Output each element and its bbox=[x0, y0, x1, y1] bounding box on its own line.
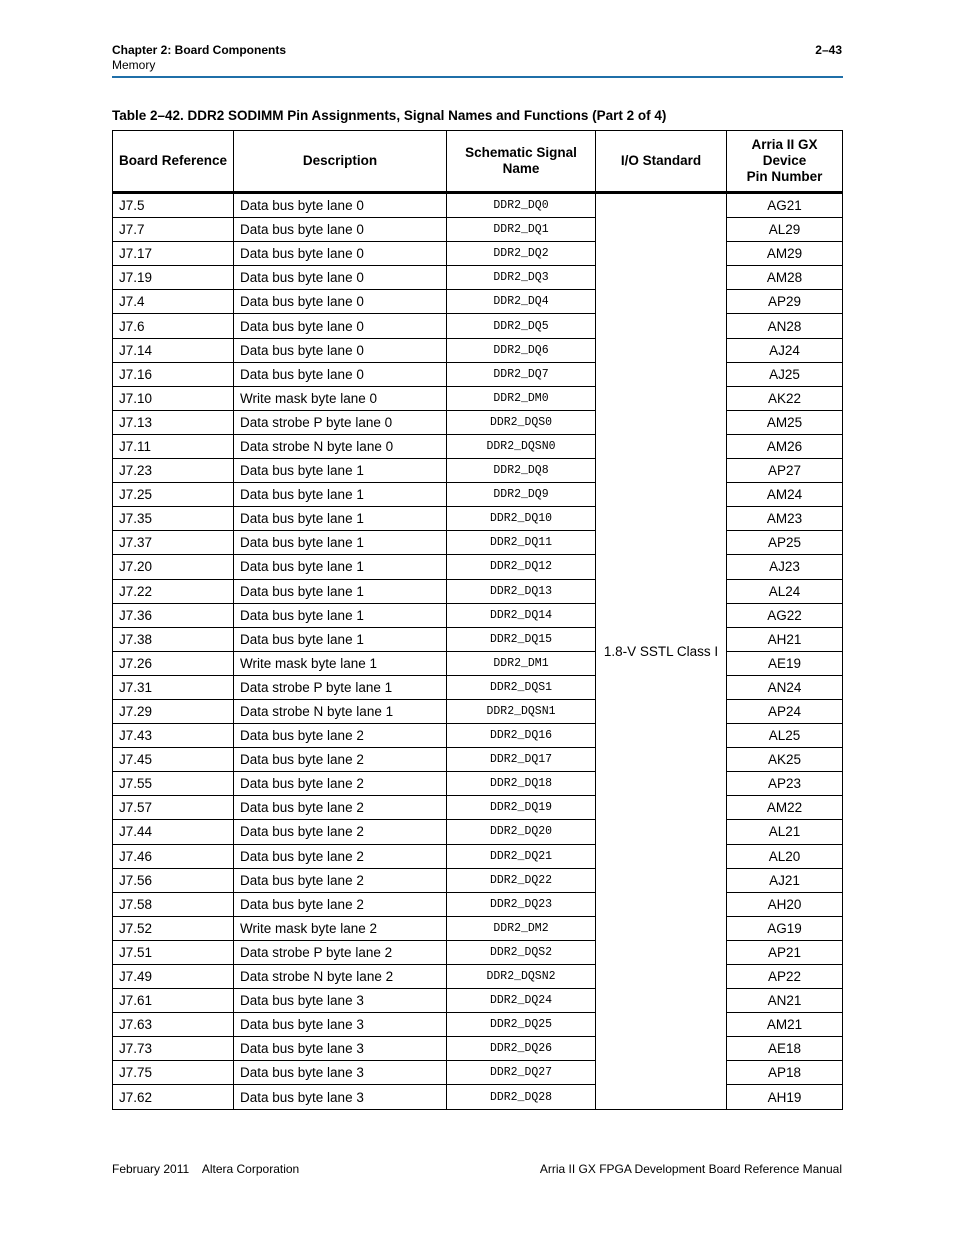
device-pin-cell: AP18 bbox=[727, 1061, 843, 1085]
description-cell: Data bus byte lane 0 bbox=[234, 266, 447, 290]
description-cell: Data strobe N byte lane 0 bbox=[234, 434, 447, 458]
device-pin-cell: AL29 bbox=[727, 218, 843, 242]
table-row bbox=[113, 916, 843, 940]
column-header-schematic-signal-name: Schematic Signal Name bbox=[447, 131, 596, 193]
device-pin-cell: AG19 bbox=[727, 916, 843, 940]
description-cell: Data bus byte lane 0 bbox=[234, 290, 447, 314]
board-reference-cell: J7.58 bbox=[113, 892, 234, 916]
signal-name-cell: DDR2_DQ15 bbox=[447, 627, 596, 651]
device-pin-cell: AJ23 bbox=[727, 555, 843, 579]
signal-name-cell: DDR2_DQ7 bbox=[447, 362, 596, 386]
device-pin-cell: AP27 bbox=[727, 459, 843, 483]
device-pin-cell: AP22 bbox=[727, 965, 843, 989]
signal-name-cell: DDR2_DQSN2 bbox=[447, 965, 596, 989]
device-pin-cell: AN24 bbox=[727, 675, 843, 699]
table-row bbox=[113, 603, 843, 627]
signal-name-cell: DDR2_DQ1 bbox=[447, 218, 596, 242]
device-pin-cell: AM23 bbox=[727, 507, 843, 531]
signal-name-cell: DDR2_DQ28 bbox=[447, 1085, 596, 1109]
board-reference-cell: J7.16 bbox=[113, 362, 234, 386]
table-row bbox=[113, 410, 843, 434]
device-pin-cell: AM29 bbox=[727, 242, 843, 266]
description-cell: Data strobe P byte lane 1 bbox=[234, 675, 447, 699]
description-cell: Data bus byte lane 2 bbox=[234, 772, 447, 796]
board-reference-cell: J7.56 bbox=[113, 868, 234, 892]
signal-name-cell: DDR2_DQ0 bbox=[447, 193, 596, 218]
device-pin-cell: AG21 bbox=[727, 193, 843, 218]
page-header bbox=[112, 43, 842, 73]
device-pin-cell: AM21 bbox=[727, 1013, 843, 1037]
signal-name-cell: DDR2_DQ24 bbox=[447, 989, 596, 1013]
board-reference-cell: J7.19 bbox=[113, 266, 234, 290]
table-row bbox=[113, 748, 843, 772]
signal-name-cell: DDR2_DQ4 bbox=[447, 290, 596, 314]
signal-name-cell: DDR2_DQ25 bbox=[447, 1013, 596, 1037]
description-cell: Data bus byte lane 2 bbox=[234, 844, 447, 868]
device-pin-cell: AH19 bbox=[727, 1085, 843, 1109]
device-pin-cell: AP24 bbox=[727, 699, 843, 723]
table-row bbox=[113, 1037, 843, 1061]
board-reference-cell: J7.25 bbox=[113, 483, 234, 507]
signal-name-cell: DDR2_DQS2 bbox=[447, 940, 596, 964]
signal-name-cell: DDR2_DQ17 bbox=[447, 748, 596, 772]
description-cell: Data strobe P byte lane 0 bbox=[234, 410, 447, 434]
board-reference-cell: J7.46 bbox=[113, 844, 234, 868]
board-reference-cell: J7.17 bbox=[113, 242, 234, 266]
device-pin-cell: AM25 bbox=[727, 410, 843, 434]
table-row bbox=[113, 1061, 843, 1085]
description-cell: Data bus byte lane 1 bbox=[234, 603, 447, 627]
table-row bbox=[113, 1013, 843, 1037]
signal-name-cell: DDR2_DQ20 bbox=[447, 820, 596, 844]
signal-name-cell: DDR2_DQ21 bbox=[447, 844, 596, 868]
column-header-io-standard: I/O Standard bbox=[596, 131, 727, 193]
description-cell: Data bus byte lane 2 bbox=[234, 892, 447, 916]
description-cell: Data bus byte lane 0 bbox=[234, 242, 447, 266]
signal-name-cell: DDR2_DQ26 bbox=[447, 1037, 596, 1061]
table-row bbox=[113, 218, 843, 242]
signal-name-cell: DDR2_DQSN1 bbox=[447, 699, 596, 723]
signal-name-cell: DDR2_DQ16 bbox=[447, 724, 596, 748]
section-title: Memory bbox=[112, 58, 156, 72]
signal-name-cell: DDR2_DQ2 bbox=[447, 242, 596, 266]
board-reference-cell: J7.51 bbox=[113, 940, 234, 964]
table-row bbox=[113, 314, 843, 338]
device-pin-cell: AG22 bbox=[727, 603, 843, 627]
table-row bbox=[113, 699, 843, 723]
column-header-description: Description bbox=[234, 131, 447, 193]
table-row bbox=[113, 531, 843, 555]
description-cell: Data bus byte lane 1 bbox=[234, 459, 447, 483]
table-row bbox=[113, 507, 843, 531]
description-cell: Data bus byte lane 2 bbox=[234, 868, 447, 892]
description-cell: Data bus byte lane 0 bbox=[234, 338, 447, 362]
description-cell: Data bus byte lane 1 bbox=[234, 579, 447, 603]
table-row bbox=[113, 940, 843, 964]
device-pin-cell: AL24 bbox=[727, 579, 843, 603]
board-reference-cell: J7.36 bbox=[113, 603, 234, 627]
description-cell: Data bus byte lane 1 bbox=[234, 507, 447, 531]
table-row bbox=[113, 362, 843, 386]
table-row bbox=[113, 844, 843, 868]
table-row bbox=[113, 338, 843, 362]
description-cell: Data bus byte lane 0 bbox=[234, 193, 447, 218]
signal-name-cell: DDR2_DQ5 bbox=[447, 314, 596, 338]
table-row bbox=[113, 290, 843, 314]
description-cell: Data strobe N byte lane 2 bbox=[234, 965, 447, 989]
table-row bbox=[113, 555, 843, 579]
board-reference-cell: J7.22 bbox=[113, 579, 234, 603]
table-row bbox=[113, 434, 843, 458]
column-header-device-pin-number: Arria II GX Device Pin Number bbox=[727, 131, 843, 193]
description-cell: Data bus byte lane 1 bbox=[234, 627, 447, 651]
table-row bbox=[113, 675, 843, 699]
description-cell: Data bus byte lane 1 bbox=[234, 531, 447, 555]
signal-name-cell: DDR2_DQ10 bbox=[447, 507, 596, 531]
table-row bbox=[113, 965, 843, 989]
device-pin-cell: AJ21 bbox=[727, 868, 843, 892]
description-cell: Data bus byte lane 2 bbox=[234, 748, 447, 772]
table-caption: Table 2–42. DDR2 SODIMM Pin Assignments, Signal Names and Functions (Part 2 of 4) bbox=[112, 108, 667, 123]
board-reference-cell: J7.14 bbox=[113, 338, 234, 362]
device-pin-cell: AL25 bbox=[727, 724, 843, 748]
footer-date-company: February 2011 Altera Corporation bbox=[112, 1162, 300, 1176]
signal-name-cell: DDR2_DQSN0 bbox=[447, 434, 596, 458]
board-reference-cell: J7.10 bbox=[113, 386, 234, 410]
board-reference-cell: J7.7 bbox=[113, 218, 234, 242]
device-pin-cell: AJ24 bbox=[727, 338, 843, 362]
board-reference-cell: J7.52 bbox=[113, 916, 234, 940]
signal-name-cell: DDR2_DQ19 bbox=[447, 796, 596, 820]
table-row bbox=[113, 266, 843, 290]
table-row bbox=[113, 796, 843, 820]
signal-name-cell: DDR2_DQ27 bbox=[447, 1061, 596, 1085]
board-reference-cell: J7.5 bbox=[113, 193, 234, 218]
device-pin-cell: AP29 bbox=[727, 290, 843, 314]
device-pin-cell: AL21 bbox=[727, 820, 843, 844]
board-reference-cell: J7.49 bbox=[113, 965, 234, 989]
table-row bbox=[113, 459, 843, 483]
board-reference-cell: J7.45 bbox=[113, 748, 234, 772]
board-reference-cell: J7.73 bbox=[113, 1037, 234, 1061]
device-pin-cell: AK25 bbox=[727, 748, 843, 772]
device-pin-cell: AH21 bbox=[727, 627, 843, 651]
signal-name-cell: DDR2_DQ14 bbox=[447, 603, 596, 627]
table-row bbox=[113, 989, 843, 1013]
board-reference-cell: J7.38 bbox=[113, 627, 234, 651]
table-row bbox=[113, 892, 843, 916]
table-row bbox=[113, 772, 843, 796]
description-cell: Data bus byte lane 0 bbox=[234, 362, 447, 386]
table-row bbox=[113, 868, 843, 892]
board-reference-cell: J7.23 bbox=[113, 459, 234, 483]
description-cell: Data strobe P byte lane 2 bbox=[234, 940, 447, 964]
table-row bbox=[113, 820, 843, 844]
board-reference-cell: J7.44 bbox=[113, 820, 234, 844]
chapter-title: Chapter 2: Board Components bbox=[112, 43, 287, 57]
board-reference-cell: J7.63 bbox=[113, 1013, 234, 1037]
table-row bbox=[113, 579, 843, 603]
description-cell: Data bus byte lane 3 bbox=[234, 1085, 447, 1109]
description-cell: Data bus byte lane 0 bbox=[234, 218, 447, 242]
header-divider bbox=[112, 76, 843, 78]
description-cell: Data bus byte lane 2 bbox=[234, 724, 447, 748]
signal-name-cell: DDR2_DM1 bbox=[447, 651, 596, 675]
table-row bbox=[113, 1085, 843, 1109]
signal-name-cell: DDR2_DQ11 bbox=[447, 531, 596, 555]
table-row bbox=[113, 651, 843, 675]
pin-assignment-table bbox=[112, 130, 843, 1110]
board-reference-cell: J7.57 bbox=[113, 796, 234, 820]
board-reference-cell: J7.31 bbox=[113, 675, 234, 699]
description-cell: Data bus byte lane 3 bbox=[234, 1061, 447, 1085]
signal-name-cell: DDR2_DQ6 bbox=[447, 338, 596, 362]
board-reference-cell: J7.62 bbox=[113, 1085, 234, 1109]
description-cell: Data bus byte lane 1 bbox=[234, 555, 447, 579]
board-reference-cell: J7.13 bbox=[113, 410, 234, 434]
device-pin-cell: AE19 bbox=[727, 651, 843, 675]
board-reference-cell: J7.4 bbox=[113, 290, 234, 314]
table-row bbox=[113, 386, 843, 410]
table-row bbox=[113, 724, 843, 748]
description-cell: Data bus byte lane 3 bbox=[234, 1013, 447, 1037]
description-cell: Write mask byte lane 1 bbox=[234, 651, 447, 675]
board-reference-cell: J7.61 bbox=[113, 989, 234, 1013]
signal-name-cell: DDR2_DQ8 bbox=[447, 459, 596, 483]
signal-name-cell: DDR2_DQS1 bbox=[447, 675, 596, 699]
description-cell: Data strobe N byte lane 1 bbox=[234, 699, 447, 723]
board-reference-cell: J7.75 bbox=[113, 1061, 234, 1085]
device-pin-cell: AM22 bbox=[727, 796, 843, 820]
device-pin-cell: AJ25 bbox=[727, 362, 843, 386]
signal-name-cell: DDR2_DQ12 bbox=[447, 555, 596, 579]
device-pin-cell: AL20 bbox=[727, 844, 843, 868]
signal-name-cell: DDR2_DQ22 bbox=[447, 868, 596, 892]
signal-name-cell: DDR2_DQ3 bbox=[447, 266, 596, 290]
footer-manual-title: Arria II GX FPGA Development Board Reference Manual bbox=[539, 1162, 842, 1176]
description-cell: Write mask byte lane 2 bbox=[234, 916, 447, 940]
board-reference-cell: J7.37 bbox=[113, 531, 234, 555]
board-reference-cell: J7.55 bbox=[113, 772, 234, 796]
signal-name-cell: DDR2_DQ13 bbox=[447, 579, 596, 603]
device-pin-cell: AE18 bbox=[727, 1037, 843, 1061]
page-number: 2–43 bbox=[815, 43, 842, 57]
description-cell: Data bus byte lane 3 bbox=[234, 1037, 447, 1061]
table-row bbox=[113, 193, 843, 218]
signal-name-cell: DDR2_DQS0 bbox=[447, 410, 596, 434]
table-row bbox=[113, 627, 843, 651]
description-cell: Data bus byte lane 2 bbox=[234, 796, 447, 820]
device-pin-cell: AK22 bbox=[727, 386, 843, 410]
device-pin-cell: AM26 bbox=[727, 434, 843, 458]
device-pin-cell: AM28 bbox=[727, 266, 843, 290]
signal-name-cell: DDR2_DM2 bbox=[447, 916, 596, 940]
device-pin-cell: AN28 bbox=[727, 314, 843, 338]
board-reference-cell: J7.20 bbox=[113, 555, 234, 579]
description-cell: Data bus byte lane 1 bbox=[234, 483, 447, 507]
device-pin-cell: AP23 bbox=[727, 772, 843, 796]
signal-name-cell: DDR2_DQ23 bbox=[447, 892, 596, 916]
description-cell: Data bus byte lane 0 bbox=[234, 314, 447, 338]
description-cell: Write mask byte lane 0 bbox=[234, 386, 447, 410]
device-pin-cell: AP25 bbox=[727, 531, 843, 555]
signal-name-cell: DDR2_DQ18 bbox=[447, 772, 596, 796]
board-reference-cell: J7.29 bbox=[113, 699, 234, 723]
device-pin-cell: AP21 bbox=[727, 940, 843, 964]
description-cell: Data bus byte lane 2 bbox=[234, 820, 447, 844]
table-row bbox=[113, 242, 843, 266]
table-row bbox=[113, 483, 843, 507]
board-reference-cell: J7.35 bbox=[113, 507, 234, 531]
column-header-board-reference: Board Reference bbox=[113, 131, 234, 193]
device-pin-cell: AM24 bbox=[727, 483, 843, 507]
device-pin-cell: AN21 bbox=[727, 989, 843, 1013]
board-reference-cell: J7.43 bbox=[113, 724, 234, 748]
io-standard-cell: 1.8-V SSTL Class I bbox=[596, 193, 727, 1110]
signal-name-cell: DDR2_DM0 bbox=[447, 386, 596, 410]
table-header-row bbox=[113, 131, 843, 193]
board-reference-cell: J7.11 bbox=[113, 434, 234, 458]
board-reference-cell: J7.6 bbox=[113, 314, 234, 338]
description-cell: Data bus byte lane 3 bbox=[234, 989, 447, 1013]
board-reference-cell: J7.26 bbox=[113, 651, 234, 675]
signal-name-cell: DDR2_DQ9 bbox=[447, 483, 596, 507]
table-body bbox=[113, 193, 843, 1110]
device-pin-cell: AH20 bbox=[727, 892, 843, 916]
